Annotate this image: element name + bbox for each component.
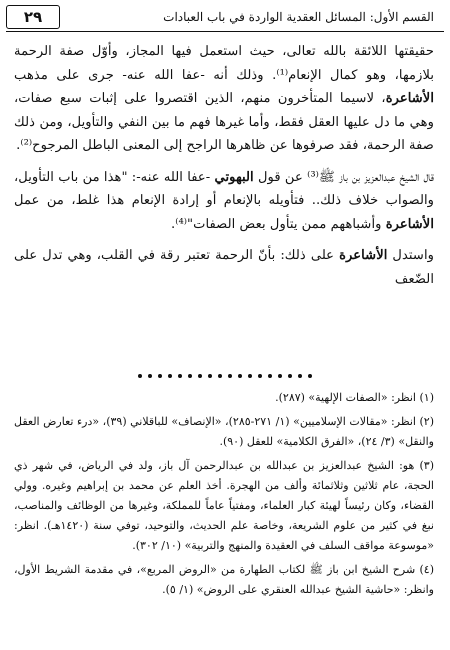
footnote-item: (٢) انظر: «مقالات الإسلاميين» (١/ ٢٧١-٢٨٥)، «الإنصاف» للباقلاني (٣٩)، «درء تعارض العقل والنقل» (٣/ ٢٤)، «الفرق الكلامية» للعقل (٩٠). [14,415,435,448]
bold-term: الأشاعرة [339,248,388,263]
text-segment: عن قول [253,169,308,185]
footnotes-section [14,372,434,604]
body-paragraph [14,166,434,237]
header-rule [6,31,444,32]
text-segment: ⁽¹⁾ [276,67,289,83]
running-title: القسم الأول: المسائل العقدية الواردة في باب العبادات [163,10,434,24]
text-segment: ⁽²⁾ [20,138,33,153]
text-segment: -عفا الله عنه-: "هذا من باب التأويل، والصواب خلاف ذلك.. فتأويله بالإنعام أو إرادة الإنعام هذا غلط، من عمل [14,169,434,208]
footnote-item: (١) انظر: «الصفات الإلهية» (٢٨٧). [275,391,434,404]
text-segment: ⁽⁴⁾ [175,216,188,232]
bold-term: البهوتي [214,169,254,185]
text-segment: . [16,138,21,153]
bold-term: الأشاعرة [385,216,434,232]
page-header [6,4,444,30]
text-segment: على ذلك: بأنّ الرحمة تعتبر رقة في القلب، وهي تدل على الضّعف [14,248,434,287]
main-text [14,40,434,299]
body-paragraph [14,40,434,158]
text-segment: قال الشيخ عبدالعزيز بن باز ﷺ [318,169,434,185]
text-segment: حقيقتها اللائقة بالله تعالى، حيث استعمل فيها المجاز، وأوّل صفة الرحمة بلازمها، وهو كمال الإنعام [14,44,434,83]
text-segment: وأشباههم ممن يتأول بعض الصفات" [187,216,386,232]
footnote-item: (٤) شرح الشيخ ابن باز ﷺ لكتاب الطهارة من «الروض المربع»، في مقدمة الشريط الأول، وانظر: «حاشية الشيخ عبدالله العنقري على الروض» (١/ ٥). [14,563,434,596]
text-segment: . [171,216,176,232]
footnote-separator [134,372,314,380]
page-number-box: ٢٩ [6,5,60,29]
text-segment: ، لاسيما المتأخرون منهم، الذين اقتصروا على إثبات سبع صفات، وهي ما دل عليها العقل فقط، وأما غيرها فهم ما بين النفي والتأويل، ومن ذلك صفة الرحمة، فقد صرفوها عن ظاهرها الراجح إلى المعنى الباطل المرجوح [14,91,434,153]
text-segment: . وذلك أنه -عفا الله عنه- جرى على مذهب [14,67,277,83]
footnote-item: (٣) هو: الشيخ عبدالعزيز بن عبدالله بن عبدالرحمن آل باز، ولد في الرياض، في شهر ذي الحجة، عام ثلاثين وثلاثمائة وألف من الهجرة. أخذ العلم عن محمد بن إبراهيم وغيره. وولي القضاء، وكان رئيساً لهيئة كبار العلماء، ومفتياً عاماً للمملكة، وغيرها من الوظائف والمناصب، نبغ في كثير من علوم الشريعة، وخاصة علم الحديث، والتوحيد، توفي سنة (١٤٢٠هـ). انظر: «موسوعة مواقف السلف في العقيدة والمنهج والتربية» (١٠/ ٣٠٢). [14,459,434,552]
bold-term: الأشاعرة [385,91,434,106]
text-segment: ⁽³⁾ [307,169,319,185]
text-segment: واستدل [387,248,434,263]
body-paragraph [14,244,434,291]
